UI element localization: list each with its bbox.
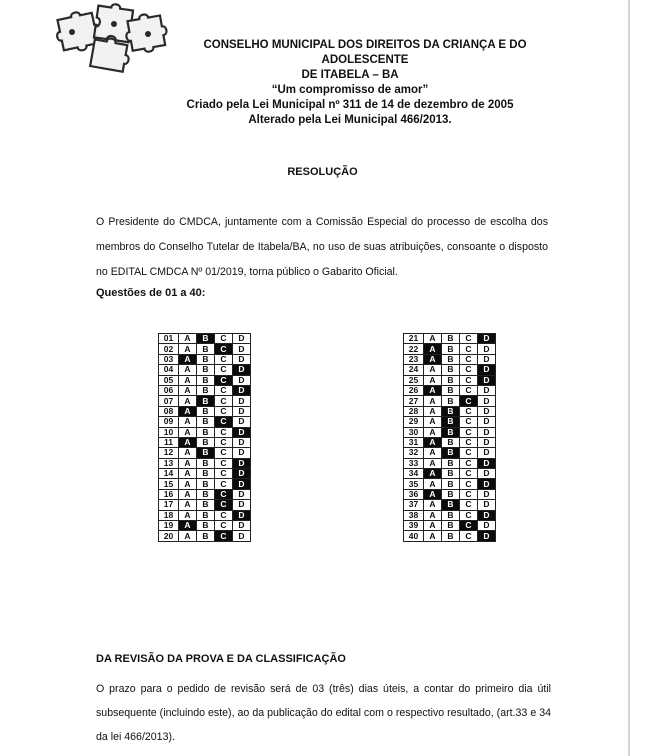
- answer-row: [404, 334, 496, 344]
- answer-row: [159, 354, 251, 364]
- answer-option: A: [179, 417, 197, 427]
- question-number: 31: [404, 437, 424, 447]
- question-number: 38: [404, 510, 424, 520]
- answer-option: C: [215, 396, 233, 406]
- answer-row: [159, 344, 251, 354]
- answer-option: B: [197, 406, 215, 416]
- answer-option: B: [442, 354, 460, 364]
- answer-option: B: [197, 531, 215, 541]
- answer-option: A: [424, 521, 442, 531]
- question-number: 32: [404, 448, 424, 458]
- answer-option: C: [460, 469, 478, 479]
- question-number: 26: [404, 385, 424, 395]
- answer-option: C: [460, 375, 478, 385]
- answer-option: B: [442, 334, 460, 344]
- question-number: 18: [159, 510, 179, 520]
- answer-option: C: [460, 510, 478, 520]
- answer-option: D: [233, 531, 251, 541]
- answer-option-correct: D: [233, 458, 251, 468]
- answer-option: B: [197, 469, 215, 479]
- header-law: Criado pela Lei Municipal nº 311 de 14 de dezembro de 2005: [186, 99, 514, 111]
- answer-option: D: [233, 437, 251, 447]
- question-number: 12: [159, 448, 179, 458]
- answer-option: A: [424, 510, 442, 520]
- answer-option: C: [460, 354, 478, 364]
- answer-option: C: [460, 479, 478, 489]
- answer-row: [159, 437, 251, 447]
- question-number: 04: [159, 365, 179, 375]
- answer-table-left: [158, 333, 251, 542]
- answer-option: A: [424, 396, 442, 406]
- answer-option: B: [197, 354, 215, 364]
- answer-option-correct: B: [442, 406, 460, 416]
- revision-paragraph: O prazo para o pedido de revisão será de 03 (três) dias úteis, a contar do primeiro dia útil subsequente (incluindo este), ao da publicação do edital com o respectivo resultado, (art.33 e 34 da lei 466/2013).: [96, 683, 551, 743]
- question-number: 22: [404, 344, 424, 354]
- answer-row: [159, 479, 251, 489]
- question-number: 03: [159, 354, 179, 364]
- answer-option: C: [460, 365, 478, 375]
- answer-option: C: [215, 458, 233, 468]
- answer-row: [404, 479, 496, 489]
- question-number: 35: [404, 479, 424, 489]
- answer-row: [159, 385, 251, 395]
- answer-option-correct: C: [215, 531, 233, 541]
- answer-option: B: [442, 469, 460, 479]
- header-location: DE ITABELA – BA: [301, 69, 399, 81]
- question-number: 01: [159, 334, 179, 344]
- answer-option: D: [233, 375, 251, 385]
- answer-option: D: [478, 521, 496, 531]
- question-number: 08: [159, 406, 179, 416]
- question-number: 33: [404, 458, 424, 468]
- answer-option: D: [233, 406, 251, 416]
- answer-option: A: [424, 500, 442, 510]
- answer-option: D: [478, 354, 496, 364]
- answer-option: D: [233, 448, 251, 458]
- answer-row: [404, 458, 496, 468]
- answer-option: A: [179, 344, 197, 354]
- answer-option: D: [478, 417, 496, 427]
- answer-option: A: [179, 365, 197, 375]
- answer-option: B: [442, 437, 460, 447]
- question-number: 29: [404, 417, 424, 427]
- answer-option: D: [233, 344, 251, 354]
- answer-option: C: [215, 385, 233, 395]
- questions-label: Questões de 01 a 40:: [96, 287, 206, 299]
- answer-option: B: [197, 489, 215, 499]
- answer-option-correct: C: [460, 396, 478, 406]
- answer-option: B: [442, 344, 460, 354]
- answer-row: [159, 458, 251, 468]
- question-number: 11: [159, 437, 179, 447]
- answer-option: B: [197, 510, 215, 520]
- answer-option: A: [179, 385, 197, 395]
- intro-paragraph: O Presidente do CMDCA, juntamente com a Comissão Especial do processo de escolha dos membros do Conselho Tutelar de Itabela/BA, no uso de suas atribuições, consoante o disposto no EDITAL CMDCA Nº 01/2019, torna público o Gabarito Oficial.: [96, 216, 548, 278]
- answer-row: [404, 469, 496, 479]
- answer-option-correct: D: [478, 510, 496, 520]
- answer-option: C: [460, 500, 478, 510]
- answer-option-correct: B: [442, 417, 460, 427]
- answer-option: B: [197, 417, 215, 427]
- answer-option: B: [197, 375, 215, 385]
- answer-option-correct: D: [233, 427, 251, 437]
- answer-option-correct: A: [179, 521, 197, 531]
- answer-option: A: [424, 365, 442, 375]
- answer-row: [404, 500, 496, 510]
- answer-row: [404, 510, 496, 520]
- answer-option-correct: B: [442, 500, 460, 510]
- answer-option: C: [215, 365, 233, 375]
- answer-option: C: [215, 479, 233, 489]
- answer-option: D: [233, 417, 251, 427]
- answer-option: C: [215, 437, 233, 447]
- answer-option: B: [197, 385, 215, 395]
- answer-row: [159, 521, 251, 531]
- answer-option: A: [179, 479, 197, 489]
- answer-row: [404, 354, 496, 364]
- answer-row: [404, 385, 496, 395]
- answer-option-correct: C: [215, 500, 233, 510]
- answer-option: A: [424, 334, 442, 344]
- answer-option: C: [460, 385, 478, 395]
- answer-option: B: [442, 396, 460, 406]
- question-number: 27: [404, 396, 424, 406]
- question-number: 19: [159, 521, 179, 531]
- answer-option: B: [197, 344, 215, 354]
- answer-option: D: [478, 406, 496, 416]
- answer-option: B: [442, 479, 460, 489]
- answer-option: A: [179, 396, 197, 406]
- answer-row: [404, 375, 496, 385]
- answer-row: [404, 406, 496, 416]
- answer-option: D: [478, 437, 496, 447]
- answer-option: B: [197, 365, 215, 375]
- answer-option: C: [460, 489, 478, 499]
- question-number: 07: [159, 396, 179, 406]
- answer-option: A: [179, 531, 197, 541]
- answer-option: A: [179, 334, 197, 344]
- answer-option-correct: A: [424, 385, 442, 395]
- answer-option-correct: A: [424, 437, 442, 447]
- answer-option: A: [424, 448, 442, 458]
- answer-option: A: [179, 448, 197, 458]
- answer-row: [404, 521, 496, 531]
- answer-option: B: [197, 521, 215, 531]
- answer-row: [404, 417, 496, 427]
- question-number: 13: [159, 458, 179, 468]
- question-number: 14: [159, 469, 179, 479]
- answer-option: B: [442, 365, 460, 375]
- answer-option-correct: A: [424, 489, 442, 499]
- header-motto: “Um compromisso de amor”: [271, 84, 429, 96]
- section-title: DA REVISÃO DA PROVA E DA CLASSIFICAÇÃO: [96, 653, 346, 665]
- question-number: 02: [159, 344, 179, 354]
- answer-option: D: [233, 521, 251, 531]
- question-number: 24: [404, 365, 424, 375]
- answer-option: C: [215, 354, 233, 364]
- answer-row: [159, 417, 251, 427]
- answer-option: A: [179, 469, 197, 479]
- question-number: 23: [404, 354, 424, 364]
- answer-option: B: [442, 489, 460, 499]
- answer-row: [159, 531, 251, 541]
- answer-row: [159, 469, 251, 479]
- answer-option: D: [478, 448, 496, 458]
- answer-option: C: [460, 344, 478, 354]
- answer-option: C: [215, 427, 233, 437]
- question-number: 17: [159, 500, 179, 510]
- question-number: 05: [159, 375, 179, 385]
- answer-option-correct: B: [197, 396, 215, 406]
- header-title: CONSELHO MUNICIPAL DOS DIREITOS DA CRIANÇA E DO ADOLESCENTE: [203, 39, 527, 66]
- answer-option: C: [215, 521, 233, 531]
- page-edge: [628, 0, 630, 756]
- answer-option: A: [424, 531, 442, 541]
- answer-option: C: [215, 406, 233, 416]
- answer-row: [404, 448, 496, 458]
- answer-option-correct: C: [215, 417, 233, 427]
- answer-option-correct: A: [179, 437, 197, 447]
- question-number: 09: [159, 417, 179, 427]
- answer-option-correct: D: [233, 365, 251, 375]
- answer-option-correct: A: [179, 354, 197, 364]
- answer-option: D: [478, 344, 496, 354]
- answer-option: C: [460, 448, 478, 458]
- header: [150, 38, 550, 128]
- answer-option-correct: B: [442, 448, 460, 458]
- answer-option: A: [179, 500, 197, 510]
- answer-row: [159, 500, 251, 510]
- answer-option-correct: C: [215, 375, 233, 385]
- question-number: 10: [159, 427, 179, 437]
- answer-option: B: [442, 375, 460, 385]
- answer-option: B: [197, 479, 215, 489]
- answer-option-correct: D: [478, 334, 496, 344]
- page-title: RESOLUÇÃO: [287, 166, 358, 178]
- answer-option: D: [478, 385, 496, 395]
- answer-option: A: [179, 458, 197, 468]
- answer-option: B: [442, 510, 460, 520]
- answer-option: D: [233, 396, 251, 406]
- answer-row: [404, 437, 496, 447]
- question-number: 39: [404, 521, 424, 531]
- answer-option: B: [197, 500, 215, 510]
- answer-option: B: [442, 521, 460, 531]
- answer-option: D: [233, 489, 251, 499]
- answer-option-correct: A: [424, 354, 442, 364]
- answer-row: [404, 344, 496, 354]
- answer-option: A: [424, 427, 442, 437]
- answer-option-correct: D: [233, 510, 251, 520]
- answer-row: [404, 365, 496, 375]
- answer-option: A: [424, 417, 442, 427]
- answer-option-correct: D: [478, 365, 496, 375]
- answer-option-correct: A: [424, 344, 442, 354]
- answer-option: D: [478, 500, 496, 510]
- answer-option-correct: B: [197, 334, 215, 344]
- answer-option: D: [233, 334, 251, 344]
- answer-option: C: [460, 531, 478, 541]
- answer-option-correct: C: [460, 521, 478, 531]
- question-number: 40: [404, 531, 424, 541]
- answer-option-correct: D: [478, 375, 496, 385]
- question-number: 20: [159, 531, 179, 541]
- answer-option: C: [215, 510, 233, 520]
- answer-option-correct: D: [478, 531, 496, 541]
- answer-table-right: [403, 333, 496, 542]
- answer-option: B: [442, 531, 460, 541]
- answer-option: D: [478, 469, 496, 479]
- answer-row: [404, 489, 496, 499]
- answer-row: [404, 396, 496, 406]
- answer-row: [159, 396, 251, 406]
- question-number: 36: [404, 489, 424, 499]
- answer-option-correct: C: [215, 489, 233, 499]
- question-number: 37: [404, 500, 424, 510]
- answer-option: D: [233, 354, 251, 364]
- answer-option-correct: D: [233, 385, 251, 395]
- answer-option: A: [179, 375, 197, 385]
- answer-row: [159, 427, 251, 437]
- answer-option: B: [442, 385, 460, 395]
- question-number: 30: [404, 427, 424, 437]
- answer-option: A: [179, 427, 197, 437]
- answer-option: A: [179, 489, 197, 499]
- question-number: 28: [404, 406, 424, 416]
- answer-option: C: [460, 458, 478, 468]
- header-altered: Alterado pela Lei Municipal 466/2013.: [248, 114, 452, 126]
- answer-option: B: [197, 427, 215, 437]
- answer-option: D: [478, 396, 496, 406]
- answer-option-correct: C: [215, 344, 233, 354]
- answer-option: C: [460, 437, 478, 447]
- question-number: 25: [404, 375, 424, 385]
- answer-option: B: [197, 437, 215, 447]
- answer-option: C: [460, 334, 478, 344]
- answer-option: C: [460, 417, 478, 427]
- question-number: 16: [159, 489, 179, 499]
- answer-option: A: [179, 510, 197, 520]
- answer-option-correct: D: [233, 479, 251, 489]
- answer-option: C: [460, 427, 478, 437]
- answer-row: [159, 375, 251, 385]
- answer-option: B: [442, 458, 460, 468]
- question-number: 34: [404, 469, 424, 479]
- answer-option-correct: B: [197, 448, 215, 458]
- answer-row: [159, 334, 251, 344]
- answer-option: C: [215, 448, 233, 458]
- answer-option-correct: B: [442, 427, 460, 437]
- answer-row: [159, 406, 251, 416]
- answer-option: D: [233, 500, 251, 510]
- answer-row: [404, 531, 496, 541]
- answer-row: [159, 510, 251, 520]
- question-number: 06: [159, 385, 179, 395]
- answer-option: B: [197, 458, 215, 468]
- answer-row: [159, 448, 251, 458]
- answer-option: A: [424, 458, 442, 468]
- answer-option: C: [215, 334, 233, 344]
- answer-option: D: [478, 489, 496, 499]
- answer-row: [159, 365, 251, 375]
- question-number: 15: [159, 479, 179, 489]
- answer-row: [404, 427, 496, 437]
- answer-option: A: [424, 406, 442, 416]
- answer-option: A: [424, 479, 442, 489]
- answer-option-correct: D: [478, 479, 496, 489]
- answer-option-correct: D: [478, 458, 496, 468]
- question-number: 21: [404, 334, 424, 344]
- answer-row: [159, 489, 251, 499]
- answer-option: A: [424, 375, 442, 385]
- answer-option: D: [478, 427, 496, 437]
- answer-option: C: [215, 469, 233, 479]
- answer-option-correct: A: [179, 406, 197, 416]
- answer-option-correct: A: [424, 469, 442, 479]
- answer-option-correct: D: [233, 469, 251, 479]
- answer-option: C: [460, 406, 478, 416]
